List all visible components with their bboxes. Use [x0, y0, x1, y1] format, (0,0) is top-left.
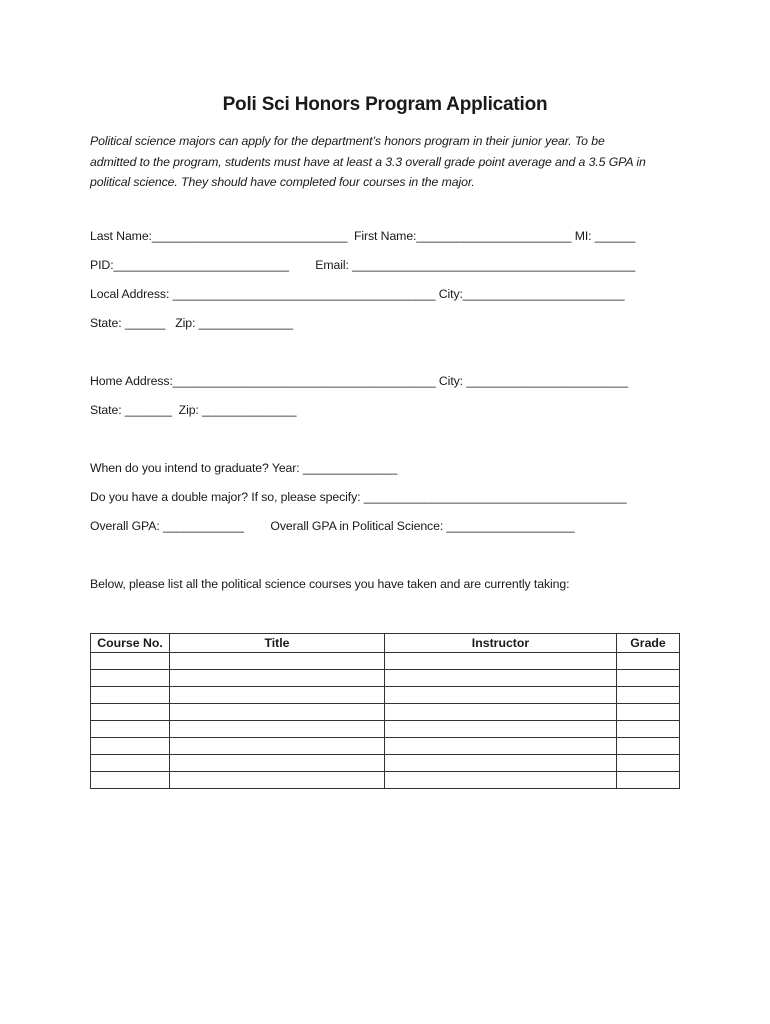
intro-line: admitted to the program, students must have at least a 3.3 overall grade point average and a 3.5 GPA in [90, 154, 646, 169]
instructor-cell [385, 670, 617, 687]
grade-cell [617, 721, 680, 738]
course-no-cell [91, 704, 170, 721]
intro-line: political science. They should have completed four courses in the major. [90, 175, 475, 189]
courses-prompt: Below, please list all the political science courses you have taken and are currently taking: [90, 577, 570, 591]
name-fields-line: Last Name:_____________________________ First Name:_______________________ MI: ______ [90, 229, 636, 243]
instructor-cell [385, 653, 617, 670]
column-header-title: Title [170, 634, 385, 653]
pid-email-fields-line: PID:__________________________ Email: __________________________________________ [90, 258, 636, 272]
table-row [91, 772, 680, 789]
course-no-cell [91, 721, 170, 738]
table-row [91, 738, 680, 755]
title-cell [170, 704, 385, 721]
table-row [91, 687, 680, 704]
courses-table [90, 633, 680, 789]
course-no-cell [91, 738, 170, 755]
column-header-grade: Grade [617, 634, 680, 653]
instructor-cell [385, 721, 617, 738]
column-header-course-no: Course No. [91, 634, 170, 653]
form-title: Poli Sci Honors Program Application [222, 94, 548, 115]
instructor-cell [385, 755, 617, 772]
column-header-instructor: Instructor [385, 634, 617, 653]
table-row [91, 755, 680, 772]
courses-table-body [91, 653, 680, 789]
home-state-zip-line: State: _______ Zip: ______________ [90, 403, 297, 417]
graduation-year-line: When do you intend to graduate? Year: ______________ [90, 461, 398, 475]
courses-table-header-row [91, 634, 680, 653]
instructor-cell [385, 687, 617, 704]
grade-cell [617, 772, 680, 789]
course-no-cell [91, 772, 170, 789]
local-state-zip-line: State: ______ Zip: ______________ [90, 316, 293, 330]
table-row [91, 704, 680, 721]
course-no-cell [91, 755, 170, 772]
intro-paragraph [90, 131, 690, 193]
title-cell [170, 687, 385, 704]
grade-cell [617, 687, 680, 704]
title-cell [170, 653, 385, 670]
grade-cell [617, 738, 680, 755]
double-major-line: Do you have a double major? If so, please specify: _______________________________________ [90, 490, 627, 504]
title-cell [170, 755, 385, 772]
instructor-cell [385, 738, 617, 755]
table-row [91, 670, 680, 687]
title-cell [170, 772, 385, 789]
title-cell [170, 670, 385, 687]
gpa-fields-line: Overall GPA: ____________ Overall GPA in Political Science: ___________________ [90, 519, 575, 533]
table-row [91, 653, 680, 670]
intro-line: Political science majors can apply for the department’s honors program in their junior year. To be [90, 134, 605, 148]
course-no-cell [91, 653, 170, 670]
local-address-fields-line: Local Address: _______________________________________ City:________________________ [90, 287, 625, 301]
course-no-cell [91, 670, 170, 687]
table-row [91, 721, 680, 738]
instructor-cell [385, 772, 617, 789]
instructor-cell [385, 704, 617, 721]
home-address-fields-line: Home Address:_______________________________________ City: ________________________ [90, 374, 629, 388]
grade-cell [617, 755, 680, 772]
grade-cell [617, 704, 680, 721]
title-cell [170, 738, 385, 755]
course-no-cell [91, 687, 170, 704]
title-cell [170, 721, 385, 738]
grade-cell [617, 670, 680, 687]
grade-cell [617, 653, 680, 670]
